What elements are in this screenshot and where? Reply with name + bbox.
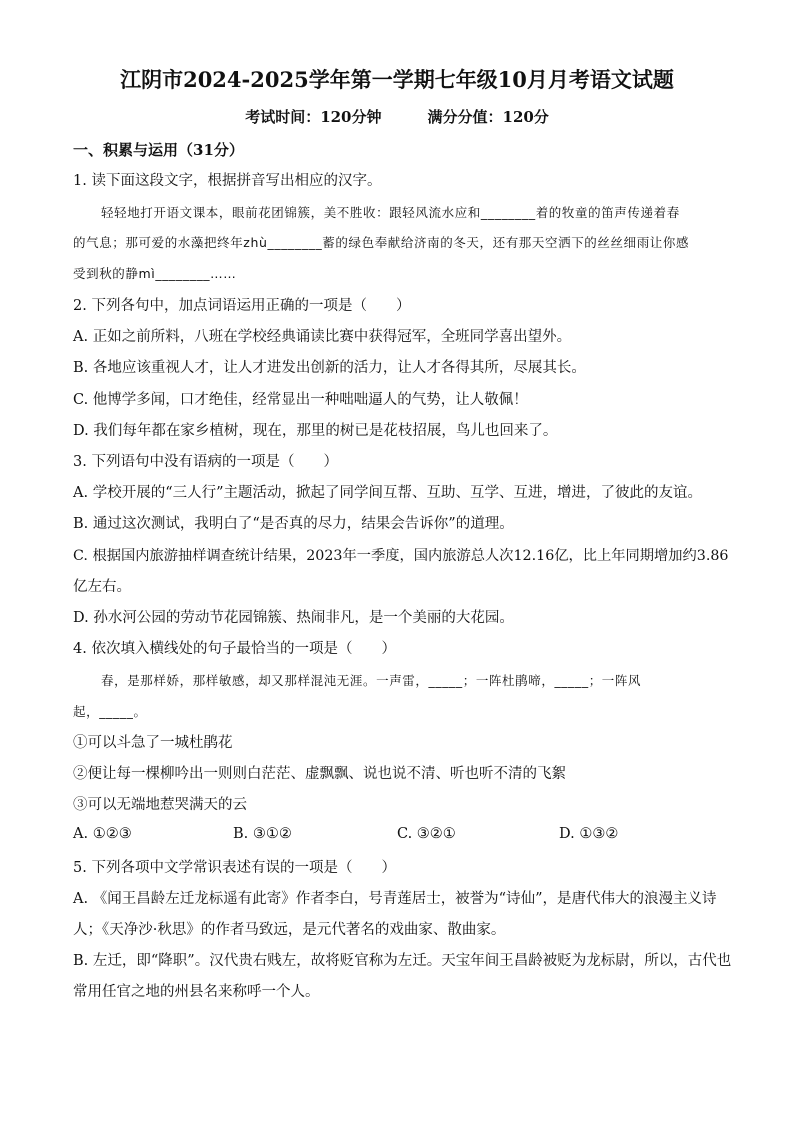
question-4-sentence-2: ②便让每一棵柳吟出一则则白茫茫、虚飘飘、说也说不清、听也听不清的飞絮 bbox=[73, 766, 566, 782]
question-3-option-c-cont: 亿左右。 bbox=[73, 579, 131, 595]
question-4-passage-line: 起，_____。 bbox=[73, 704, 147, 719]
question-2-stem: 2. 下列各句中，加点词语运用正确的一项是（ ） bbox=[73, 298, 411, 314]
question-4-option-c: C. ③②① bbox=[397, 826, 456, 842]
question-4-option-a: A. ①②③ bbox=[73, 826, 132, 842]
question-2-option-a: A. 正如之前所料，八班在学校经典诵读比赛中获得冠军，全班同学喜出望外。 bbox=[73, 329, 572, 345]
question-3-stem: 3. 下列语句中没有语病的一项是（ ） bbox=[73, 454, 338, 470]
page-title: 江阴市2024-2025学年第一学期七年级10月月考语文试题 bbox=[120, 67, 674, 92]
question-1-stem: 1. 读下面这段文字，根据拼音写出相应的汉字。 bbox=[73, 173, 382, 189]
question-2-option-b: B. 各地应该重视人才，让人才进发出创新的活力，让人才各得其所，尽展其长。 bbox=[73, 360, 586, 376]
question-4-passage-line: 春，是那样娇，那样敏感，却又那样混沌无涯。一声雷，_____；一阵杜鹃啼，_____；一阵风 bbox=[101, 673, 642, 688]
exam-score: 满分分值：120分 bbox=[427, 108, 549, 126]
question-1-passage-line: 的气息；那可爱的水藻把终年zhù________蓄的绿色奉献给济南的冬天，还有那天空洒下的丝丝细雨让你感 bbox=[73, 235, 690, 250]
question-1-passage-line: 受到秋的静mì________…… bbox=[73, 266, 237, 281]
exam-info bbox=[0, 106, 794, 127]
question-5-option-a-cont: 人；《天净沙·秋思》的作者马致远，是元代著名的戏曲家、散曲家。 bbox=[73, 922, 506, 938]
question-3-option-d: D. 孙水河公园的劳动节花园锦簇、热闹非凡，是一个美丽的大花园。 bbox=[73, 610, 514, 626]
question-5-option-b-cont: 常用任官之地的州县名来称呼一个人。 bbox=[73, 984, 320, 1000]
question-5-stem: 5. 下列各项中文学常识表述有误的一项是（ ） bbox=[73, 860, 396, 876]
question-4-option-d: D. ①③② bbox=[559, 826, 619, 842]
question-4-sentence-1: ①可以斗急了一城杜鹃花 bbox=[73, 735, 233, 751]
exam-time: 考试时间：120分钟 bbox=[245, 108, 382, 126]
question-2-option-d: D. 我们每年都在家乡植树，现在，那里的树已是花枝招展，鸟儿也回来了。 bbox=[73, 423, 558, 439]
question-5-option-a: A. 《闻王昌龄左迁龙标遥有此寄》作者李白，号青莲居士，被誉为“诗仙”，是唐代伟大的浪漫主义诗 bbox=[73, 891, 717, 907]
question-2-option-c: C. 他博学多闻，口才绝佳，经常显出一种咄咄逼人的气势，让人敬佩！ bbox=[73, 392, 528, 408]
question-4-stem: 4. 依次填入横线处的句子最恰当的一项是（ ） bbox=[73, 641, 396, 657]
question-1-passage-line: 轻轻地打开语文课本，眼前花团锦簇，美不胜收：跟轻风流水应和________着的牧童的笛声传递着春 bbox=[101, 205, 680, 220]
section-heading: 一、积累与运用（31分） bbox=[73, 141, 244, 159]
question-3-option-a: A. 学校开展的“三人行”主题活动，掀起了同学间互帮、互助、互学、互进，增进，了彼此的友谊。 bbox=[73, 485, 703, 501]
question-3-option-c: C. 根据国内旅游抽样调查统计结果，2023年一季度，国内旅游总人次12.16亿，比上年同期增加约3.86 bbox=[73, 548, 729, 564]
question-3-option-b: B. 通过这次测试，我明白了“是否真的尽力，结果会告诉你”的道理。 bbox=[73, 516, 514, 532]
question-4-option-b: B. ③①② bbox=[233, 826, 292, 842]
question-4-sentence-3: ③可以无端地惹哭满天的云 bbox=[73, 797, 247, 813]
question-5-option-b: B. 左迁，即“降职”。汉代贵右贱左，故将贬官称为左迁。天宝年间王昌龄被贬为龙标尉，所以，古代也 bbox=[73, 953, 732, 969]
